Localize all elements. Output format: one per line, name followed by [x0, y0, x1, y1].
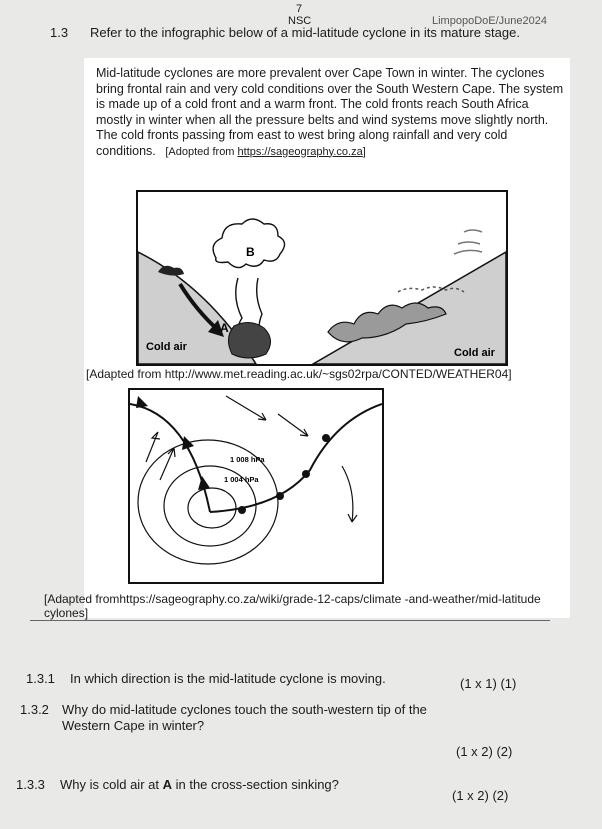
- cross-section-caption: [Adapted from http://www.met.reading.ac.uk/~sgs02rpa/CONTED/WEATHER04]: [86, 367, 512, 381]
- header-center-label: NSC: [288, 15, 312, 27]
- question-text-1-3-2: Why do mid-latitude cyclones touch the south-western tip of the Western Cape in winter?: [62, 702, 427, 733]
- wind-arrow: [226, 396, 266, 420]
- question-text-1-3-3: [60, 777, 440, 792]
- question-1-3-3-prefix: Why is cold air at: [60, 777, 163, 792]
- wind-arrow: [278, 414, 308, 436]
- question-1-3-3-suffix: in the cross-section sinking?: [171, 777, 339, 792]
- synoptic-caption: [Adapted fromhttps://sageography.co.za/wiki/grade-12-caps/climate -and-weather/mid-latitude cylones]: [44, 592, 541, 620]
- cross-section-svg: [138, 192, 506, 364]
- header-right-label: LimpopoDoE/June2024: [432, 15, 547, 27]
- isobar-label-1004: 1 004 hPa: [224, 475, 259, 484]
- synoptic-svg: [130, 390, 382, 582]
- question-number-1-3-1: 1.3.1: [26, 671, 55, 686]
- paragraph-text: Mid-latitude cyclones are more prevalent over Cape Town in winter. The cyclones bring frontal rain and very cold conditions over the South Western Cape. The system is made up of a cold front and a warm front. The cold fronts reach South Africa mostly in winter when all the pressure belts and wind systems move slightly north. The cold fronts passing from east to west bring along rainfall and very cold conditions.: [96, 66, 564, 158]
- cirrus-streaks: [454, 230, 482, 254]
- isobar-inner: [188, 488, 236, 528]
- wind-arrow: [342, 466, 353, 522]
- cloud-b-top: [213, 219, 284, 268]
- front-triangle: [182, 436, 194, 450]
- front-semicircle: [238, 506, 246, 514]
- front-semicircle: [302, 470, 310, 478]
- marks-1-3-1: (1 x 1) (1): [460, 676, 517, 691]
- cross-section-diagram: [136, 190, 508, 366]
- infographic-paragraph: [96, 66, 566, 160]
- wind-arrow: [160, 448, 174, 480]
- source-suffix: ]: [362, 145, 366, 158]
- front-triangle: [136, 396, 148, 408]
- question-1-3-3-bold: A: [162, 777, 172, 792]
- synoptic-diagram: [128, 388, 384, 584]
- cold-air-label-left: Cold air: [146, 341, 187, 353]
- source-link[interactable]: https://sageography.co.za: [237, 145, 363, 158]
- label-b: B: [246, 245, 255, 259]
- page-number: 7: [296, 3, 303, 15]
- source-prefix: [Adopted from: [165, 145, 238, 158]
- marks-1-3-2: (1 x 2) (2): [456, 744, 513, 759]
- question-number-1-3: 1.3: [50, 25, 69, 40]
- panel-divider: [30, 620, 550, 621]
- question-number-1-3-3: 1.3.3: [16, 777, 45, 792]
- cloud-base-dark: [228, 322, 270, 358]
- front-semicircle: [276, 492, 284, 500]
- cold-air-label-right: Cold air: [454, 347, 495, 359]
- marks-1-3-3: (1 x 2) (2): [452, 788, 509, 803]
- isobar-label-1008: 1 008 hPa: [230, 455, 265, 464]
- source-reference: [159, 146, 366, 158]
- question-number-1-3-2: 1.3.2: [20, 702, 49, 717]
- question-intro: Refer to the infographic below of a mid-latitude cyclone in its mature stage.: [90, 25, 520, 40]
- question-text-1-3-1: In which direction is the mid-latitude cyclone is moving.: [70, 671, 386, 686]
- front-semicircle: [322, 434, 330, 442]
- label-a: A: [220, 321, 229, 335]
- front-triangle: [198, 476, 210, 490]
- wind-arrow: [146, 432, 158, 462]
